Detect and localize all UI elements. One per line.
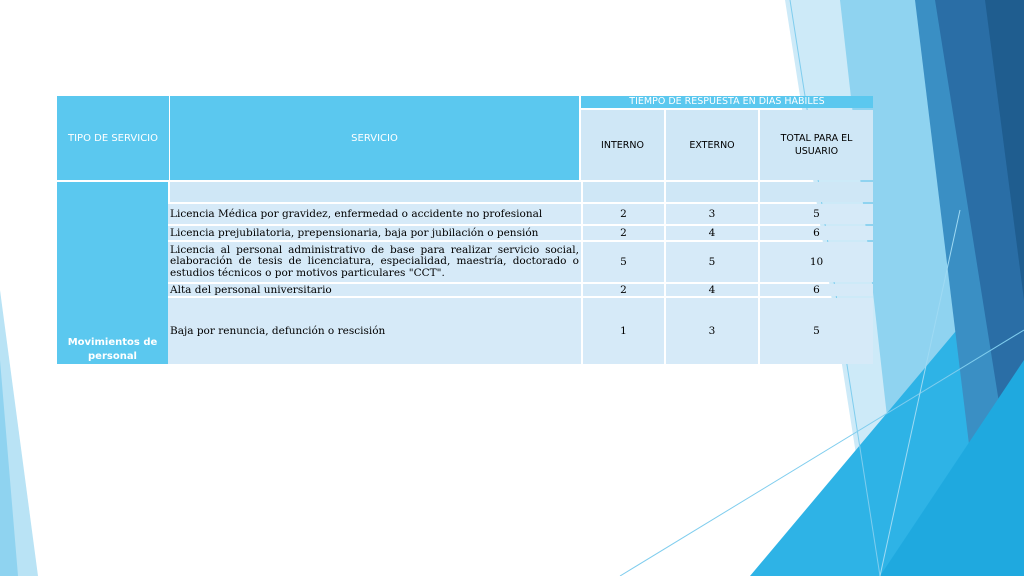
row-3-total: 10 <box>760 242 873 282</box>
row-5-externo: 3 <box>666 298 758 364</box>
row-2-externo: 4 <box>666 226 758 240</box>
header-servicio: SERVICIO <box>170 96 579 180</box>
row-5-total: 5 <box>760 298 873 364</box>
row-5-servicio: Baja por renuncia, defunción o rescisión <box>168 298 581 364</box>
row-4-interno: 2 <box>583 284 664 296</box>
header-externo: EXTERNO <box>666 110 758 180</box>
spacer-cell-total <box>760 182 873 202</box>
row-4-servicio: Alta del personal universitario <box>168 284 581 296</box>
spacer-cell-externo <box>666 182 758 202</box>
header-total-para-el-usuario: TOTAL PARA EL USUARIO <box>760 110 873 180</box>
row-2-total: 6 <box>760 226 873 240</box>
header-tipo-de-servicio: TIPO DE SERVICIO <box>57 96 169 180</box>
row-4-total: 6 <box>760 284 873 296</box>
row-1-externo: 3 <box>666 204 758 224</box>
row-3-interno: 5 <box>583 242 664 282</box>
row-1-total: 5 <box>760 204 873 224</box>
row-3-servicio: Licencia al personal administrativo de base para realizar servicio social, elaboración de tesis de licenciatura, especialidad, maestría, doctorado o estudios técnicos o por motivos particulares "CCT". <box>168 242 581 282</box>
header-interno: INTERNO <box>581 110 664 180</box>
response-time-table <box>57 96 873 364</box>
row-1-interno: 2 <box>583 204 664 224</box>
row-2-interno: 2 <box>583 226 664 240</box>
row-3-externo: 5 <box>666 242 758 282</box>
row-5-interno: 1 <box>583 298 664 364</box>
spacer-cell-servicio <box>170 182 581 202</box>
header-tiempo-de-respuesta: TIEMPO DE RESPUESTA EN DÍAS HÁBILES <box>581 96 873 108</box>
category-movimientos-de-personal: Movimientos de personal <box>57 182 168 364</box>
row-2-servicio: Licencia prejubilatoria, prepensionaria, baja por jubilación o pensión <box>168 226 581 240</box>
spacer-cell-interno <box>583 182 664 202</box>
row-1-servicio: Licencia Médica por gravidez, enfermedad o accidente no profesional <box>168 204 581 224</box>
row-4-externo: 4 <box>666 284 758 296</box>
